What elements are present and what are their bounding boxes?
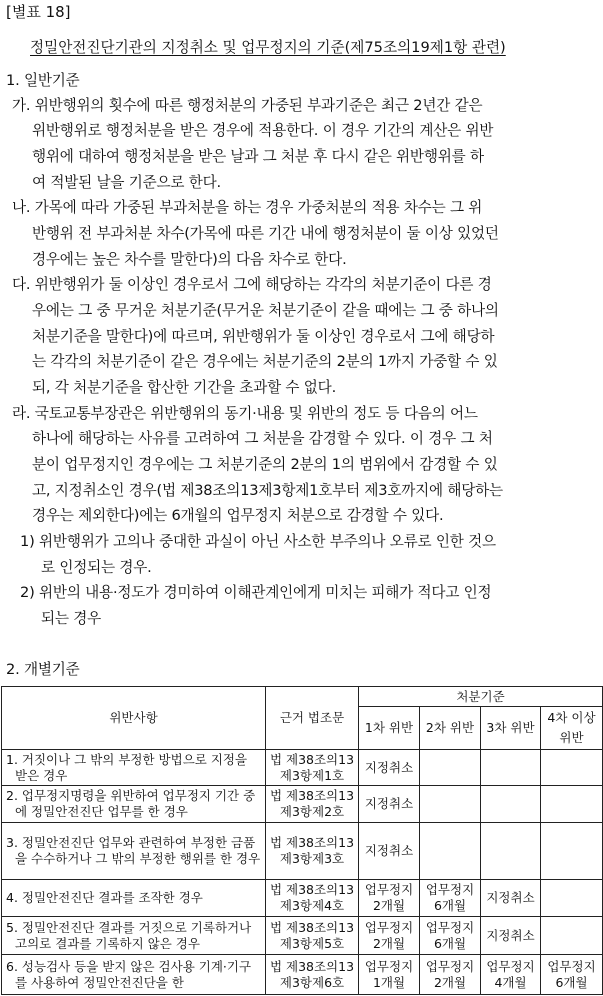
legal-basis: 법 제38조의13제3항제5호 (266, 917, 359, 955)
legal-basis: 법 제38조의13제3항제2호 (266, 786, 359, 823)
penalty-4 (541, 750, 603, 786)
header-legal-basis: 근거 법조문 (266, 687, 359, 750)
penalty-2: 업무정지 2개월 (420, 955, 481, 995)
penalty-3: 지정취소 (481, 917, 541, 955)
paragraph-line: 처분기준을 말한다)에 따르며, 위반행위가 둘 이상인 경우로서 그에 해당하 (32, 328, 495, 345)
penalty-4 (541, 880, 603, 917)
penalty-2 (420, 786, 481, 823)
paragraph-line: 위반행위로 행정처분을 받은 경우에 적용한다. 이 경우 기간의 계산은 위반 (32, 122, 494, 139)
paragraph-line: 되는 경우 (41, 610, 102, 627)
penalty-2 (420, 750, 481, 786)
penalty-1: 업무정지 1개월 (359, 955, 420, 995)
section-heading-individual: 2. 개별기준 (6, 661, 80, 678)
paragraph-line: 하나에 해당하는 사유를 고려하여 그 처분을 감경할 수 있다. 이 경우 그 처 (32, 430, 493, 447)
penalty-1: 업무정지 2개월 (359, 917, 420, 955)
paragraph-line: 고, 지정취소인 경우(법 제38조의13제3항제1호부터 제3호까지에 해당하는 (32, 482, 503, 499)
table-row (2, 750, 603, 786)
legal-basis: 법 제38조의13제3항제3호 (266, 823, 359, 880)
paragraph-line: 경우는 제외한다)에는 6개월의 업무정지 처분으로 감경할 수 있다. (32, 507, 444, 524)
violation-text: 3. 정밀안전진단 업무와 관련하여 부정한 금품을 수수하거나 그 밖의 부정한 행위를 한 경우 (6, 835, 261, 866)
penalty-1: 업무정지 2개월 (359, 880, 420, 917)
annex-tag: [별표 18] (6, 3, 71, 21)
paragraph-line: 나. 가목에 따라 가중된 부과처분을 하는 경우 가중처분의 적용 차수는 그 위 (12, 199, 483, 216)
table-row (2, 823, 603, 880)
header-first: 1차 위반 (359, 707, 420, 750)
penalty-2 (420, 823, 481, 880)
penalty-4 (541, 823, 603, 880)
penalty-1: 지정취소 (359, 823, 420, 880)
penalty-4 (541, 917, 603, 955)
penalty-2: 업무정지 6개월 (420, 880, 481, 917)
document-title: 정밀안전진단기관의 지정취소 및 업무정지의 기준(제75조의19제1항 관련) (30, 39, 506, 56)
violation-text: 1. 거짓이나 그 밖의 부정한 방법으로 지정을 받은 경우 (6, 751, 248, 783)
penalty-4 (541, 786, 603, 823)
paragraph-line: 되, 각 처분기준을 합산한 기간을 초과할 수 없다. (32, 379, 337, 396)
violation-text: 5. 정밀안전진단 결과를 거짓으로 기록하거나 고의로 결과를 기록하지 않은 경우 (6, 919, 252, 951)
paragraph-line: 행위에 대하여 행정처분을 받은 날과 그 처분 후 다시 같은 위반행위를 하 (32, 148, 484, 165)
violation-text: 6. 성능검사 등을 받지 않은 검사용 기계·기구를 사용하여 정밀안전진단을 한 (6, 958, 252, 990)
legal-basis: 법 제38조의13제3항제4호 (266, 880, 359, 917)
paragraph-line: 가. 위반행위의 횟수에 따른 행정처분의 가중된 부과기준은 최근 2년간 같은 (12, 97, 483, 114)
header-second: 2차 위반 (420, 707, 481, 750)
table-header-row (2, 687, 603, 707)
table-row (2, 917, 603, 955)
paragraph-line: 경우에는 높은 차수를 말한다)의 다음 차수로 한다. (32, 251, 347, 268)
header-violation: 위반사항 (2, 687, 266, 750)
paragraph-line: 우에는 그 중 무거운 처분기준(무거운 처분기준이 같을 때에는 그 중 하나의 (32, 302, 499, 319)
legal-basis: 법 제38조의13제3항제1호 (266, 750, 359, 786)
paragraph-line: 여 적발된 날을 기준으로 한다. (32, 174, 221, 191)
paragraph-line: 로 인정되는 경우. (41, 559, 152, 576)
penalty-2: 업무정지 6개월 (420, 917, 481, 955)
table-row (2, 955, 603, 995)
section-heading-general: 1. 일반기준 (6, 72, 80, 89)
paragraph-line: 1) 위반행위가 고의나 중대한 과실이 아닌 사소한 부주의나 오류로 인한 것으 (20, 533, 496, 550)
penalty-3 (481, 823, 541, 880)
paragraph-line: 라. 국토교통부장관은 위반행위의 동기·내용 및 위반의 정도 등 다음의 어느 (12, 405, 478, 422)
violation-text: 2. 업무정지명령을 위반하여 업무정지 기간 중에 정밀안전진단 업무를 한 경우 (6, 788, 256, 819)
table-row (2, 786, 603, 823)
penalty-3: 지정취소 (481, 880, 541, 917)
penalty-1: 지정취소 (359, 750, 420, 786)
paragraph-line: 분이 업무정지인 경우에는 그 처분기준의 2분의 1의 범위에서 감경할 수 있 (32, 456, 498, 473)
penalty-4: 업무정지 6개월 (541, 955, 603, 995)
violation-text: 4. 정밀안전진단 결과를 조작한 경우 (6, 890, 203, 905)
paragraph-line: 반행위 전 부과처분 차수(가목에 따른 기간 내에 행정처분이 둘 이상 있었던 (32, 225, 499, 242)
header-penalty-group: 처분기준 (359, 687, 603, 707)
paragraph-line: 다. 위반행위가 둘 이상인 경우로서 그에 해당하는 각각의 처분기준이 다른 경 (12, 276, 492, 293)
table-row (2, 880, 603, 917)
header-fourth-plus: 4차 이상 위반 (541, 707, 603, 750)
penalty-3 (481, 786, 541, 823)
penalty-3: 업무정지 4개월 (481, 955, 541, 995)
paragraph-line: 는 각각의 처분기준이 같은 경우에는 처분기준의 2분의 1까지 가중할 수 있 (32, 353, 498, 370)
penalty-3 (481, 750, 541, 786)
legal-basis: 법 제38조의13제3항제6호 (266, 955, 359, 995)
paragraph-line: 2) 위반의 내용·정도가 경미하여 이해관계인에게 미치는 피해가 적다고 인정 (20, 584, 492, 601)
criteria-table (1, 686, 603, 995)
penalty-1: 지정취소 (359, 786, 420, 823)
header-third: 3차 위반 (481, 707, 541, 750)
